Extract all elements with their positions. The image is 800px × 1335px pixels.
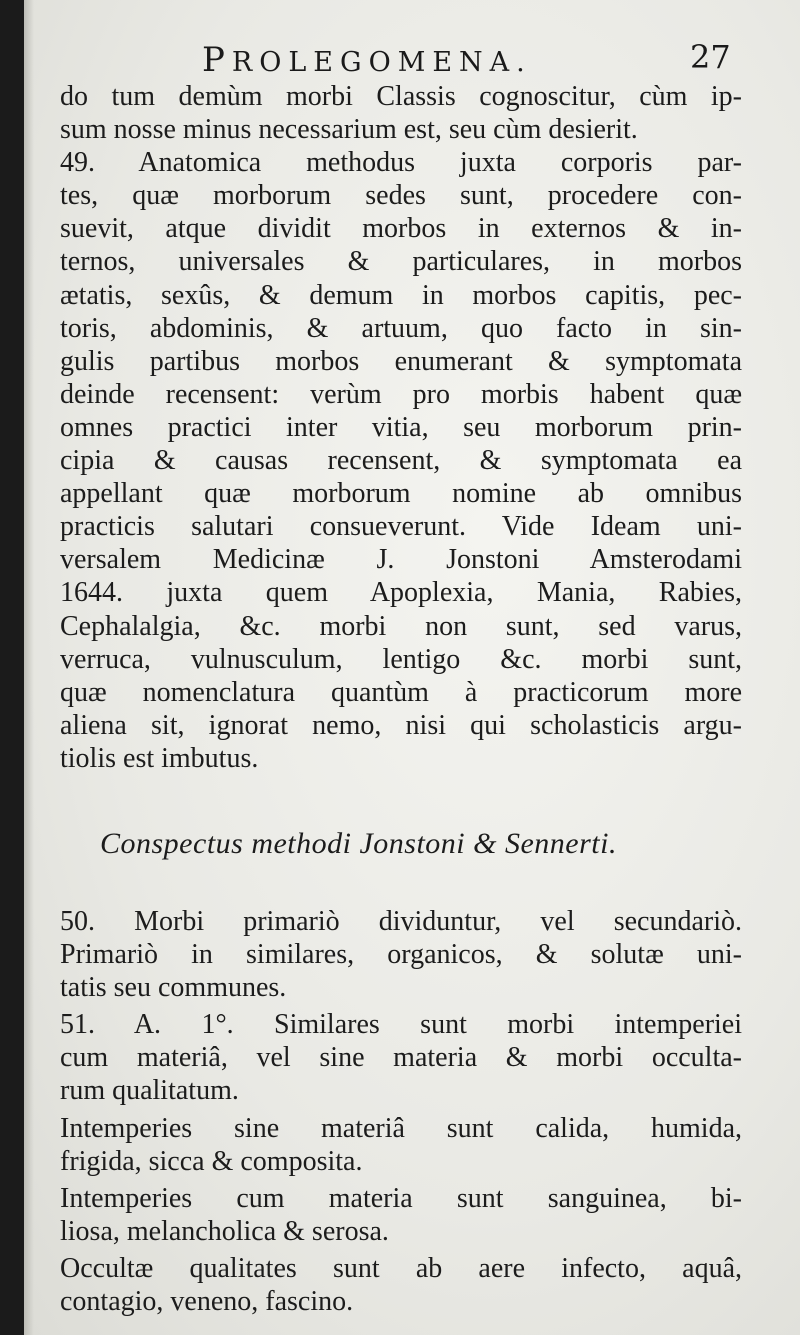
text-line: Occultæ qualitates sunt ab aere infecto, aquâ, bbox=[60, 1252, 742, 1284]
text-line: 49. Anatomica methodus juxta corporis par- bbox=[60, 147, 742, 179]
text-line: practicis salutari consueverunt. Vide Ideam uni- bbox=[60, 511, 742, 543]
text-line: deinde recensent: verùm pro morbis habent quæ bbox=[60, 378, 742, 410]
running-head bbox=[202, 40, 532, 80]
text-line: toris, abdominis, & artuum, quo facto in sin- bbox=[60, 312, 742, 344]
text-line: 50. Morbi primariò dividuntur, vel secundariò. bbox=[60, 905, 742, 937]
text-line: verruca, vulnusculum, lentigo &c. morbi sunt, bbox=[60, 643, 742, 675]
page-header bbox=[24, 40, 800, 84]
text-line: contagio, veneno, fascino. bbox=[60, 1286, 354, 1317]
text-line: Intemperies sine materiâ sunt calida, humida, bbox=[60, 1112, 742, 1144]
section-heading: Conspectus methodi Jonstoni & Sennerti. bbox=[100, 826, 617, 860]
text-line: ternos, universales & particulares, in morbos bbox=[60, 246, 742, 278]
text-line: ætatis, sexûs, & demum in morbos capitis, pec- bbox=[60, 279, 742, 311]
page-number: 27 bbox=[690, 38, 731, 76]
running-head-rest: ROLEGOMENA. bbox=[231, 47, 532, 78]
text-line: rum qualitatum. bbox=[60, 1075, 239, 1107]
text-line: cipia & causas recensent, & symptomata ea bbox=[60, 445, 742, 477]
text-line: frigida, sicca & composita. bbox=[60, 1145, 363, 1177]
text-line: versalem Medicinæ J. Jonstoni Amsterodami bbox=[60, 544, 742, 576]
text-line: quæ nomenclatura quantùm à practicorum more bbox=[60, 676, 742, 708]
text-line: tiolis est imbutus. bbox=[60, 742, 259, 774]
text-line: Primariò in similares, organicos, & solutæ uni- bbox=[60, 939, 742, 971]
text-line: sum nosse minus necessarium est, seu cùm desierit. bbox=[60, 114, 638, 146]
text-line: liosa, melancholica & serosa. bbox=[60, 1215, 389, 1247]
text-line: appellant quæ morborum nomine ab omnibus bbox=[60, 478, 742, 510]
text-line: gulis partibus morbos enumerant & symptomata bbox=[60, 345, 742, 377]
text-line: 51. A. 1°. Similares sunt morbi intemperiei bbox=[60, 1009, 742, 1041]
text-line: Intemperies cum materia sunt sanguinea, bi- bbox=[60, 1182, 742, 1214]
text-line: suevit, atque dividit morbos in externos & in- bbox=[60, 213, 742, 245]
text-line: tes, quæ morborum sedes sunt, procedere con- bbox=[60, 180, 742, 212]
text-line: omnes practici inter vitia, seu morborum prin- bbox=[60, 411, 742, 443]
book-page bbox=[24, 0, 800, 1335]
text-line: do tum demùm morbi Classis cognoscitur, cùm ip- bbox=[60, 81, 742, 112]
text-line: 1644. juxta quem Apoplexia, Mania, Rabies, bbox=[60, 577, 742, 609]
body-text bbox=[60, 80, 742, 1318]
running-head-initial: P bbox=[202, 40, 232, 80]
text-line: Cephalalgia, &c. morbi non sunt, sed varus, bbox=[60, 610, 742, 642]
text-line: tatis seu communes. bbox=[60, 972, 287, 1004]
text-line: aliena sit, ignorat nemo, nisi qui scholasticis argu- bbox=[60, 709, 742, 741]
text-line: cum materiâ, vel sine materia & morbi occulta- bbox=[60, 1042, 742, 1074]
